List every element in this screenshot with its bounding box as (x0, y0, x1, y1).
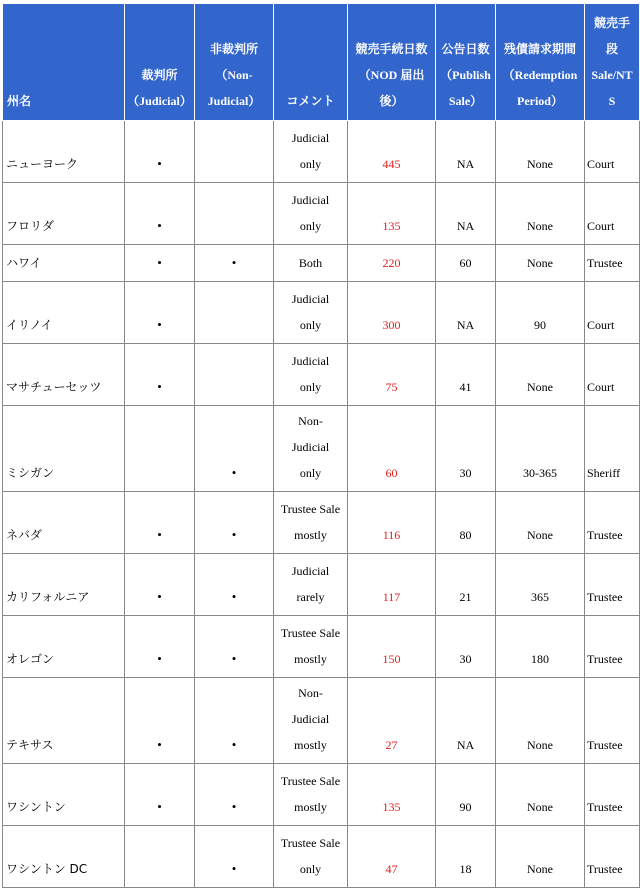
auction-days: 220 (348, 245, 436, 282)
header-non-judicial (195, 4, 274, 121)
judicial-mark: • (125, 616, 195, 678)
header-line: Sale） (448, 94, 483, 108)
judicial-mark: • (125, 764, 195, 826)
header-auction-method (585, 4, 640, 121)
redemption-period: None (496, 121, 585, 183)
header-line: 非裁判所 (209, 42, 258, 56)
judicial-mark: • (125, 282, 195, 344)
comment-line: Trustee Sale (280, 502, 341, 516)
header-line: （NOD 届出 (358, 68, 425, 82)
comment-cell (274, 245, 348, 282)
comment-cell (274, 183, 348, 245)
state-name: ネバダ (3, 492, 125, 554)
non-judicial-mark (195, 282, 274, 344)
auction-days: 445 (348, 121, 436, 183)
table-row (3, 826, 640, 888)
header-line: （Judicial） (127, 94, 192, 108)
publish-days: 80 (436, 492, 496, 554)
auction-days: 47 (348, 826, 436, 888)
auction-days: 150 (348, 616, 436, 678)
header-line: Period） (516, 94, 563, 108)
header-publish-days (436, 4, 496, 121)
redemption-period: None (496, 764, 585, 826)
comment-line: only (299, 318, 322, 332)
auction-method: Court (585, 121, 640, 183)
header-line: 裁判所 (141, 68, 178, 82)
auction-days: 75 (348, 344, 436, 406)
comment-line: only (299, 466, 322, 480)
comment-cell (274, 826, 348, 888)
judicial-mark: • (125, 183, 195, 245)
redemption-period: None (496, 826, 585, 888)
non-judicial-mark: • (195, 616, 274, 678)
publish-days: NA (436, 121, 496, 183)
header-line: （Non- (215, 68, 253, 82)
auction-days: 300 (348, 282, 436, 344)
redemption-period: 90 (496, 282, 585, 344)
state-name: ワシントン DC (3, 826, 125, 888)
table-row (3, 121, 640, 183)
redemption-period: 30-365 (496, 406, 585, 492)
header-redemption-period (496, 4, 585, 121)
auction-method: Trustee (585, 826, 640, 888)
comment-line: Trustee Sale (280, 836, 341, 850)
non-judicial-mark: • (195, 554, 274, 616)
state-name: ニューヨーク (3, 121, 125, 183)
state-name: イリノイ (3, 282, 125, 344)
header-judicial (125, 4, 195, 121)
auction-method: Trustee (585, 616, 640, 678)
comment-line: only (299, 219, 322, 233)
comment-line: only (299, 157, 322, 171)
redemption-period: 180 (496, 616, 585, 678)
judicial-mark: • (125, 492, 195, 554)
comment-line: only (299, 862, 322, 876)
auction-method: Trustee (585, 245, 640, 282)
header-auction-days (348, 4, 436, 121)
redemption-period: None (496, 678, 585, 764)
auction-days: 117 (348, 554, 436, 616)
state-name: フロリダ (3, 183, 125, 245)
non-judicial-mark: • (195, 764, 274, 826)
comment-line: Both (298, 256, 323, 270)
comment-line: Trustee Sale (280, 774, 341, 788)
foreclosure-table (2, 3, 640, 888)
judicial-mark: • (125, 121, 195, 183)
header-line: S (608, 94, 616, 108)
comment-line: mostly (294, 652, 327, 666)
judicial-mark: • (125, 344, 195, 406)
header-line: Sale/NT (591, 68, 633, 82)
table-row (3, 282, 640, 344)
non-judicial-mark (195, 344, 274, 406)
comment-line: Judicial (291, 193, 330, 207)
comment-line: Non- (298, 414, 323, 428)
publish-days: 30 (436, 406, 496, 492)
state-name: オレゴン (3, 616, 125, 678)
judicial-mark: • (125, 554, 195, 616)
judicial-mark: • (125, 678, 195, 764)
comment-cell (274, 616, 348, 678)
non-judicial-mark: • (195, 826, 274, 888)
auction-method: Trustee (585, 678, 640, 764)
publish-days: 90 (436, 764, 496, 826)
header-line: Judicial） (207, 94, 261, 108)
table-row (3, 183, 640, 245)
comment-line: Non- (298, 686, 323, 700)
table-row (3, 245, 640, 282)
comment-line: mostly (294, 738, 327, 752)
comment-line: Judicial (291, 712, 330, 726)
non-judicial-mark: • (195, 492, 274, 554)
judicial-mark (125, 826, 195, 888)
judicial-mark (125, 406, 195, 492)
auction-days: 116 (348, 492, 436, 554)
table-row (3, 344, 640, 406)
state-name: ハワイ (3, 245, 125, 282)
table-body (3, 121, 640, 888)
auction-days: 135 (348, 764, 436, 826)
comment-cell (274, 678, 348, 764)
redemption-period: None (496, 183, 585, 245)
header-line: （Redemption (502, 68, 578, 82)
header-line: （Publish (440, 68, 491, 82)
comment-cell (274, 492, 348, 554)
comment-line: Judicial (291, 354, 330, 368)
comment-line: Judicial (291, 292, 330, 306)
state-name: ワシントン (3, 764, 125, 826)
comment-cell (274, 406, 348, 492)
table-row (3, 492, 640, 554)
state-name: マサチューセッツ (3, 344, 125, 406)
publish-days: 60 (436, 245, 496, 282)
header-line: 後） (379, 94, 404, 108)
non-judicial-mark (195, 183, 274, 245)
publish-days: 21 (436, 554, 496, 616)
table-row (3, 678, 640, 764)
state-name: テキサス (3, 678, 125, 764)
table-row (3, 616, 640, 678)
non-judicial-mark: • (195, 245, 274, 282)
auction-days: 60 (348, 406, 436, 492)
header-line: 競売手続日数 (355, 42, 428, 56)
comment-line: rarely (296, 590, 325, 604)
foreclosure-table-container (2, 3, 639, 888)
comment-line: Judicial (291, 440, 330, 454)
auction-method: Trustee (585, 554, 640, 616)
publish-days: 30 (436, 616, 496, 678)
auction-days: 27 (348, 678, 436, 764)
table-row (3, 406, 640, 492)
table-row (3, 554, 640, 616)
redemption-period: None (496, 245, 585, 282)
auction-days: 135 (348, 183, 436, 245)
publish-days: NA (436, 183, 496, 245)
comment-line: mostly (294, 800, 327, 814)
non-judicial-mark (195, 121, 274, 183)
comment-cell (274, 764, 348, 826)
auction-method: Trustee (585, 764, 640, 826)
redemption-period: 365 (496, 554, 585, 616)
auction-method: Court (585, 282, 640, 344)
publish-days: NA (436, 678, 496, 764)
table-row (3, 764, 640, 826)
state-name: カリフォルニア (3, 554, 125, 616)
auction-method: Court (585, 183, 640, 245)
redemption-period: None (496, 344, 585, 406)
non-judicial-mark: • (195, 406, 274, 492)
header-line: 競売手 (593, 16, 630, 30)
comment-cell (274, 554, 348, 616)
state-name: ミシガン (3, 406, 125, 492)
auction-method: Sheriff (585, 406, 640, 492)
publish-days: NA (436, 282, 496, 344)
comment-cell (274, 344, 348, 406)
comment-line: only (299, 380, 322, 394)
comment-line: Judicial (291, 131, 330, 145)
comment-line: mostly (294, 528, 327, 542)
comment-line: Trustee Sale (280, 626, 341, 640)
header-row (3, 4, 640, 121)
judicial-mark: • (125, 245, 195, 282)
publish-days: 18 (436, 826, 496, 888)
header-state: 州名 (3, 4, 125, 121)
header-line: 段 (605, 42, 618, 56)
redemption-period: None (496, 492, 585, 554)
header-line: 公告日数 (441, 42, 490, 56)
auction-method: Trustee (585, 492, 640, 554)
header-comment: コメント (274, 4, 348, 121)
auction-method: Court (585, 344, 640, 406)
comment-cell (274, 282, 348, 344)
comment-cell (274, 121, 348, 183)
header-line: 残債請求期間 (503, 42, 576, 56)
comment-line: Judicial (291, 564, 330, 578)
publish-days: 41 (436, 344, 496, 406)
non-judicial-mark: • (195, 678, 274, 764)
